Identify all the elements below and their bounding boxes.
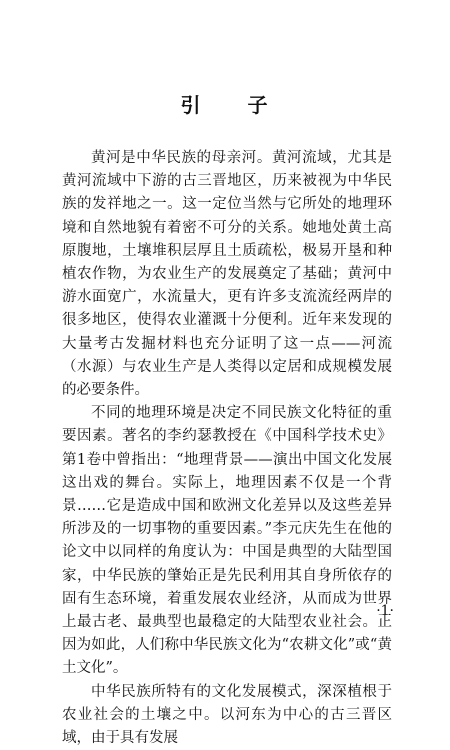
paragraph: 黄河是中华民族的母亲河。黄河流域，尤其是黄河流域中下游的古三晋地区，历来被视为中华民族的发祥地之一。这一定位当然与它所处的地理环境和自然地貌有着密不可分的关系。她地处黄土高原腹地，土壤堆积层厚且土质疏松，极易开垦和种植农作物，为农业生产的发展奠定了基础；黄河中游水面宽广，水流量大，更有许多支流流经两岸的很多地区，使得农业灌溉十分便利。近年来发现的大量考古发掘材料也充分证明了这一点——河流（水源）与农业生产是人类得以定居和成规模发展的必要条件。 bbox=[62, 150, 392, 399]
paragraph: 中华民族所特有的文化发展模式，深深植根于农业社会的土壤之中。以河东为中心的古三晋区域，由于具有发展 bbox=[62, 683, 392, 747]
body-text bbox=[62, 147, 392, 750]
paragraph: 不同的地理环境是决定不同民族文化特征的重要因素。著名的李约瑟教授在《中国科学技术史》第1卷中曾指出：“地理背景——演出中国文化发展这出戏的舞台。实际上，地理因素不仅是一个背景……它是造成中国和欧洲文化差异以及这些差异所涉及的一切事物的重要因素。”李元庆先生在他的论文中以同样的角度认为：中国是典型的大陆型国家，中华民族的肇始正是先民利用其自身所依存的固有生态环境，着重发展农业经济，从而成为世界上最古老、最典型也最稳定的大陆型农业社会。正因为如此，人们称中华民族文化为“农耕文化”或“黄土文化”。 bbox=[62, 405, 392, 677]
chapter-title: 引 子 bbox=[180, 93, 288, 117]
page-number: ·1· bbox=[376, 603, 394, 619]
